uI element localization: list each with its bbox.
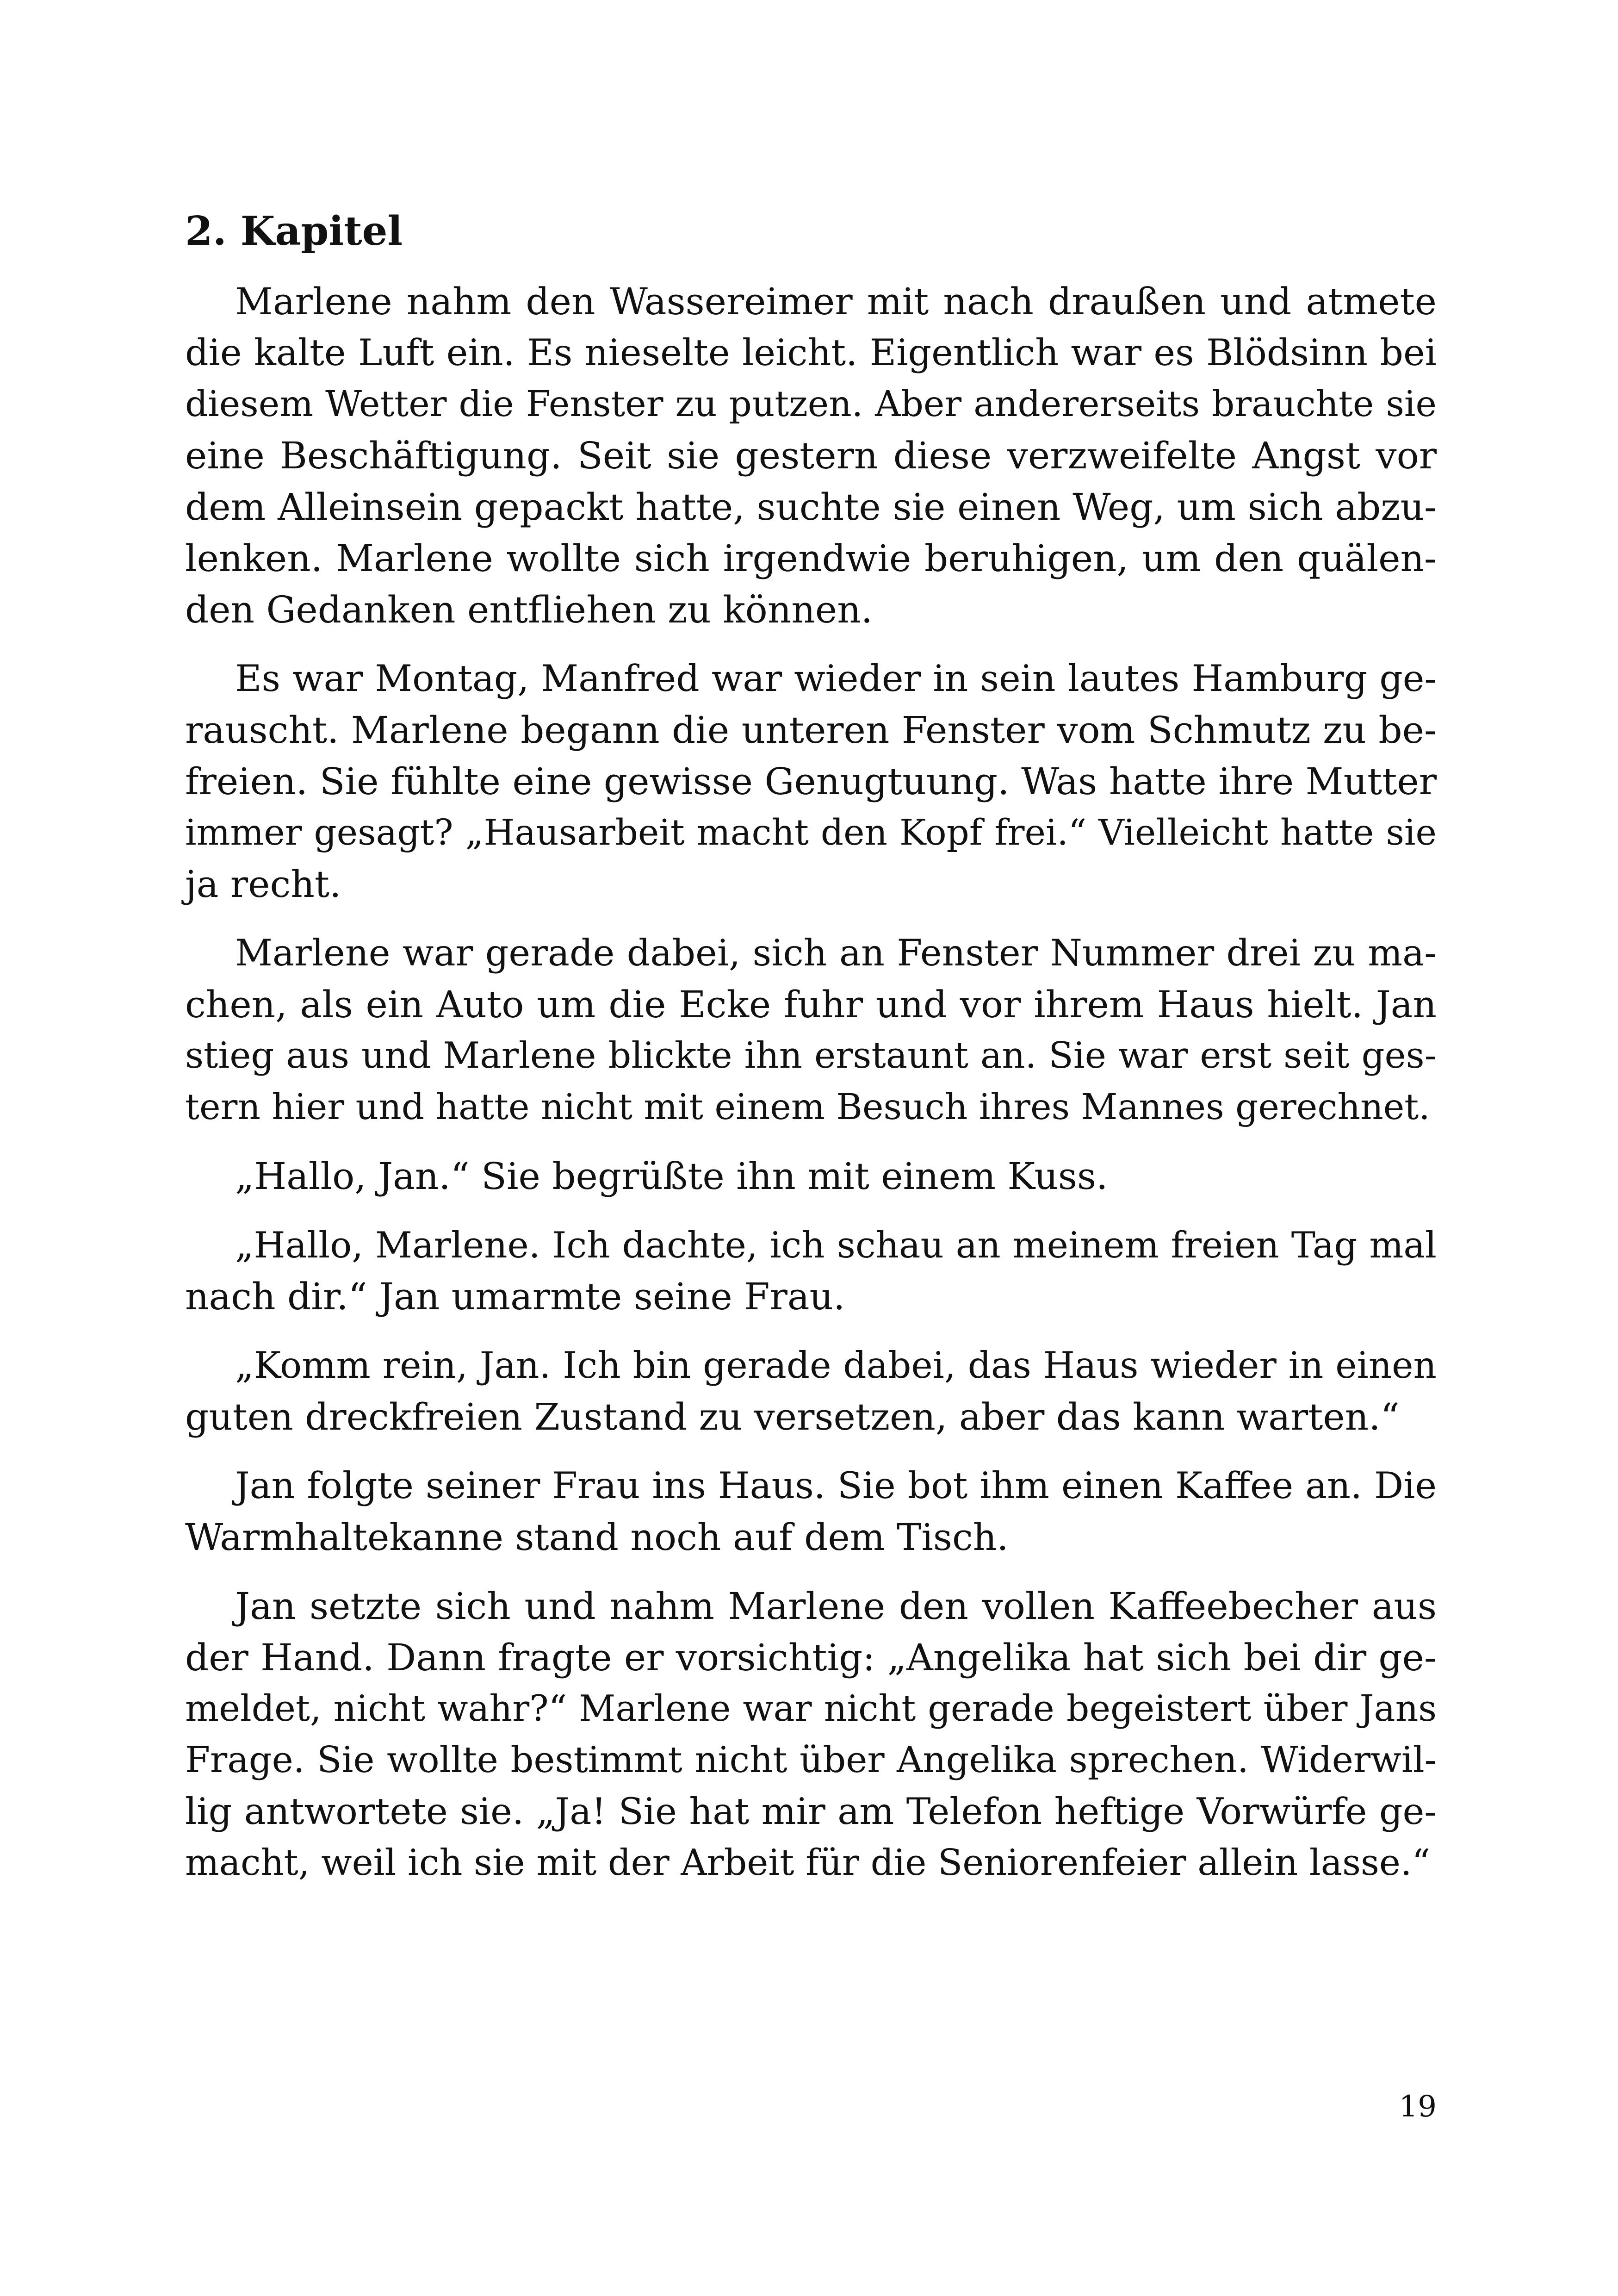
text-line: „Hallo, Jan.“ Sie begrüßte ihn mit einem Kuss. bbox=[235, 1155, 1108, 1198]
text-line: Warmhaltekanne stand noch auf dem Tisch. bbox=[185, 1516, 1009, 1559]
text-line: der Hand. Dann fragte er vorsichtig: „Angelika hat sich bei dir ge- bbox=[185, 1636, 1437, 1679]
text-line: chen, als ein Auto um die Ecke fuhr und vor ihrem Haus hielt. Jan bbox=[185, 983, 1437, 1026]
text-line: „Hallo, Marlene. Ich dachte, ich schau an meinem freien Tag mal bbox=[235, 1224, 1437, 1266]
paragraph bbox=[185, 653, 1437, 910]
text-line: immer gesagt? „Hausarbeit macht den Kopf frei.“ Vielleicht hatte sie bbox=[185, 812, 1437, 853]
text-line: tern hier und hatte nicht mit einem Besuch ihres Mannes gerechnet. bbox=[185, 1086, 1430, 1128]
text-line: Marlene war gerade dabei, sich an Fenster Nummer drei zu ma- bbox=[235, 932, 1437, 974]
text-line: den Gedanken entfliehen zu können. bbox=[185, 588, 873, 631]
paragraph bbox=[185, 1220, 1437, 1322]
text-line: freien. Sie fühlte eine gewisse Genugtuung. Was hatte ihre Mutter bbox=[185, 760, 1437, 803]
paragraph bbox=[185, 1580, 1437, 1889]
text-line: Jan folgte seiner Frau ins Haus. Sie bot ihm einen Kaffee an. Die bbox=[235, 1464, 1437, 1507]
text-line: lig antwortete sie. „Ja! Sie hat mir am Telefon heftige Vorwürfe ge- bbox=[185, 1790, 1437, 1833]
chapter-heading: 2. Kapitel bbox=[185, 208, 403, 255]
text-line: „Komm rein, Jan. Ich bin gerade dabei, das Haus wieder in einen bbox=[235, 1344, 1437, 1387]
paragraph bbox=[185, 1460, 1437, 1563]
text-line: die kalte Luft ein. Es nieselte leicht. Eigentlich war es Blödsinn bei bbox=[185, 331, 1437, 374]
paragraph bbox=[185, 276, 1437, 635]
text-line: Jan setzte sich und nahm Marlene den vollen Kaffeebecher aus bbox=[235, 1585, 1437, 1628]
text-line: ja recht. bbox=[185, 863, 341, 906]
text-line: meldet, nicht wahr?“ Marlene war nicht gerade begeistert über Jans bbox=[185, 1688, 1437, 1730]
text-line: Frage. Sie wollte bestimmt nicht über Angelika sprechen. Widerwil- bbox=[185, 1739, 1437, 1781]
paragraph-list bbox=[185, 276, 1437, 1889]
text-line: macht, weil ich sie mit der Arbeit für die Seniorenfeier allein lasse.“ bbox=[185, 1842, 1431, 1884]
text-line: eine Beschäftigung. Seit sie gestern diese verzweifelte Angst vor bbox=[185, 434, 1437, 477]
text-line: Marlene nahm den Wassereimer mit nach draußen und atmete bbox=[235, 280, 1437, 323]
text-line: diesem Wetter die Fenster zu putzen. Aber andererseits brauchte sie bbox=[185, 384, 1437, 425]
paragraph bbox=[185, 927, 1437, 1133]
text-line: rauscht. Marlene begann die unteren Fenster vom Schmutz zu be- bbox=[185, 709, 1437, 752]
page-number: 19 bbox=[1399, 2090, 1437, 2124]
text-line: lenken. Marlene wollte sich irgendwie beruhigen, um den quälen- bbox=[185, 537, 1437, 580]
text-line: guten dreckfreien Zustand zu versetzen, aber das kann warten.“ bbox=[185, 1395, 1400, 1438]
paragraph bbox=[185, 1151, 1437, 1202]
text-line: Es war Montag, Manfred war wieder in sein lautes Hamburg ge- bbox=[235, 657, 1437, 700]
paragraph bbox=[185, 1340, 1437, 1443]
text-line: stieg aus und Marlene blickte ihn erstaunt an. Sie war erst seit ges- bbox=[185, 1035, 1437, 1076]
text-line: dem Alleinsein gepackt hatte, suchte sie einen Weg, um sich abzu- bbox=[185, 485, 1437, 529]
text-block bbox=[185, 199, 1437, 1906]
text-line: nach dir.“ Jan umarmte seine Frau. bbox=[185, 1275, 845, 1318]
